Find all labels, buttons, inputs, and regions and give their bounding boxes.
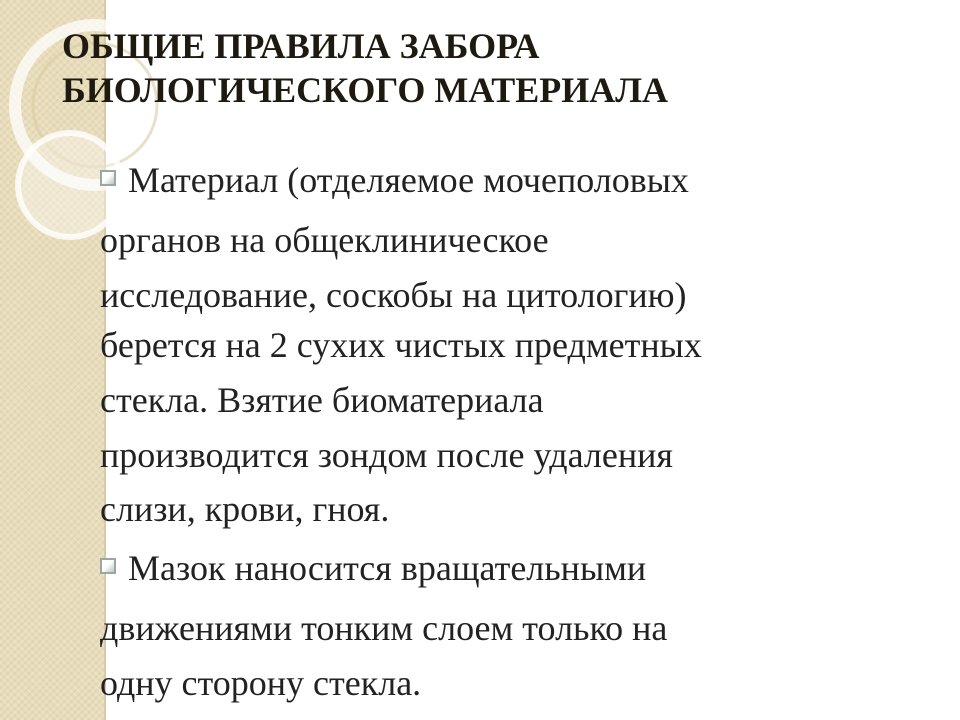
paragraph-2-line-2: движениями тонким слоем только на — [100, 608, 668, 648]
paragraph-1-line-7: слизи, крови, гноя. — [100, 489, 390, 529]
checkbox-square-icon — [100, 558, 116, 574]
paragraph-2-line-1 — [100, 538, 920, 598]
paragraph-1-line-6: производится зондом после удаления — [100, 435, 673, 475]
slide-title-line-1: ОБЩИЕ ПРАВИЛА ЗАБОРА — [62, 26, 540, 66]
paragraph-2-line-3: одну сторону стекла. — [100, 663, 422, 703]
slide-title — [62, 24, 922, 112]
paragraph-2-text: Мазок наносится вращательными — [128, 548, 647, 588]
paragraph-1-line-2: органов на общеклиническое — [100, 220, 549, 260]
slide-body — [100, 150, 920, 708]
paragraph-1-line-1 — [100, 150, 920, 210]
checkbox-square-icon — [100, 170, 116, 186]
slide-title-line-2: БИОЛОГИЧЕСКОГО МАТЕРИАЛА — [62, 70, 669, 110]
paragraph-1-line-5: стекла. Взятие биоматериала — [100, 380, 544, 420]
paragraph-1-line-3: исследование, соскобы на цитологию) — [100, 275, 687, 315]
paragraph-1-text: Материал (отделяемое мочеполовых — [128, 160, 689, 200]
paragraph-1-line-4: берется на 2 сухих чистых предметных — [100, 325, 702, 365]
